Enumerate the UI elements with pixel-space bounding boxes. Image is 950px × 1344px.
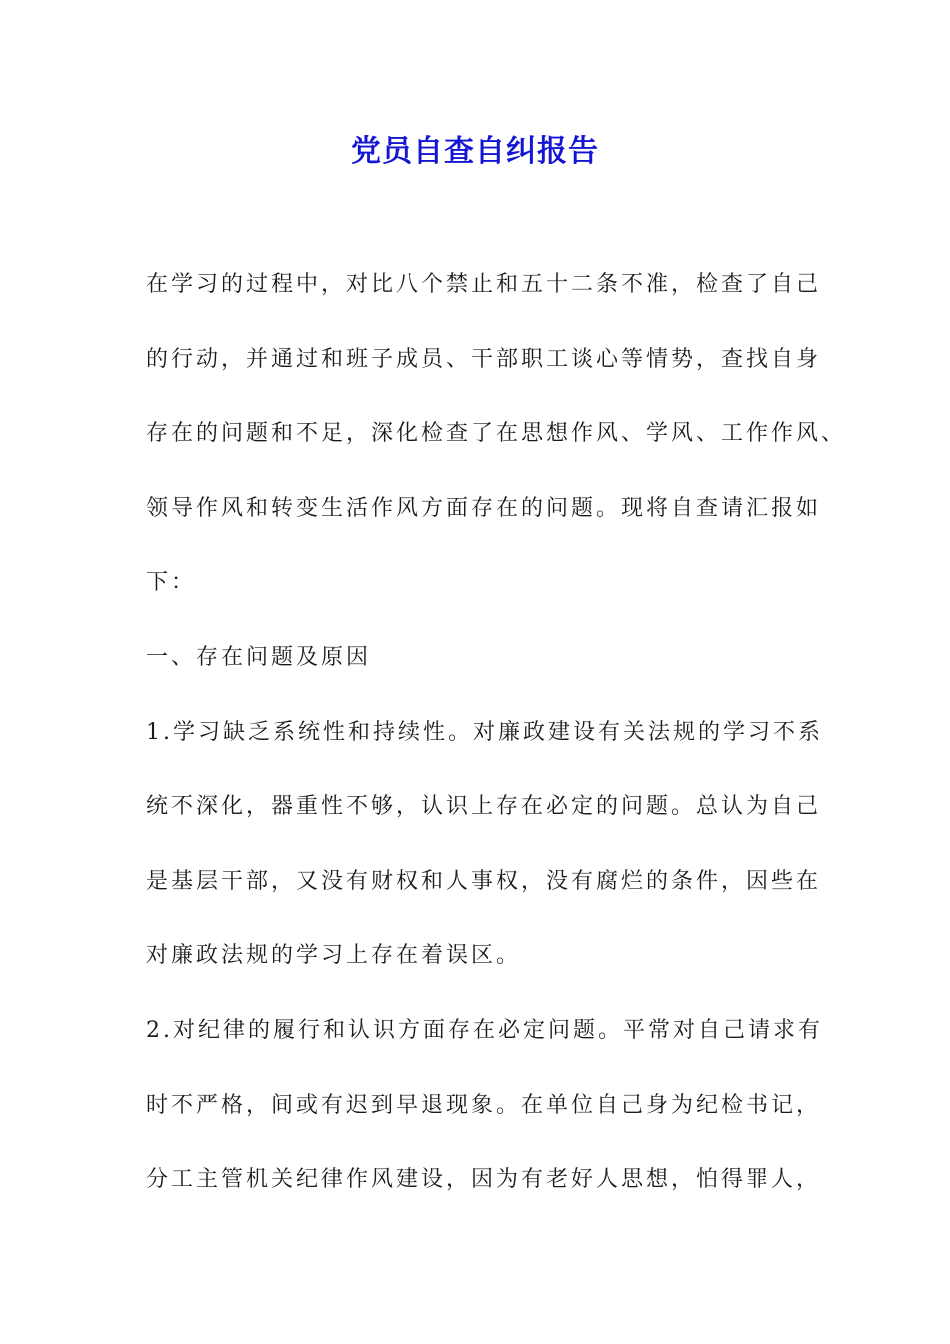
body-line: 是基层干部，又没有财权和人事权，没有腐烂的条件，因些在 [146, 868, 822, 894]
body-line: 时不严格，间或有迟到早退现象。在单位自己身为纪检书记， [146, 1092, 822, 1118]
document-title: 党员自查自纠报告 [351, 134, 599, 169]
body-line: 领导作风和转变生活作风方面存在的问题。现将自查请汇报如 [146, 495, 822, 521]
body-line: 下： [146, 570, 197, 596]
body-line: 1.学习缺乏系统性和持续性。对廉政建设有关法规的学习不系 [146, 719, 823, 745]
body-line: 统不深化，器重性不够，认识上存在必定的问题。总认为自己 [146, 794, 822, 820]
body-line: 在学习的过程中，对比八个禁止和五十二条不准，检查了自己 [146, 272, 822, 297]
body-line: 的行动，并通过和班子成员、干部职工谈心等情势，查找自身 [146, 346, 822, 372]
body-line: 存在的问题和不足，深化检查了在思想作风、学风、工作作风、 [146, 421, 847, 447]
body-line: 2.对纪律的履行和认识方面存在必定问题。平常对自己请求有 [146, 1017, 823, 1043]
document-body [146, 262, 847, 1232]
section-heading: 一、存在问题及原因 [146, 644, 372, 670]
body-line: 对廉政法规的学习上存在着误区。 [146, 943, 522, 969]
body-line: 分工主管机关纪律作风建设，因为有老好人思想，怕得罪人， [146, 1167, 822, 1193]
